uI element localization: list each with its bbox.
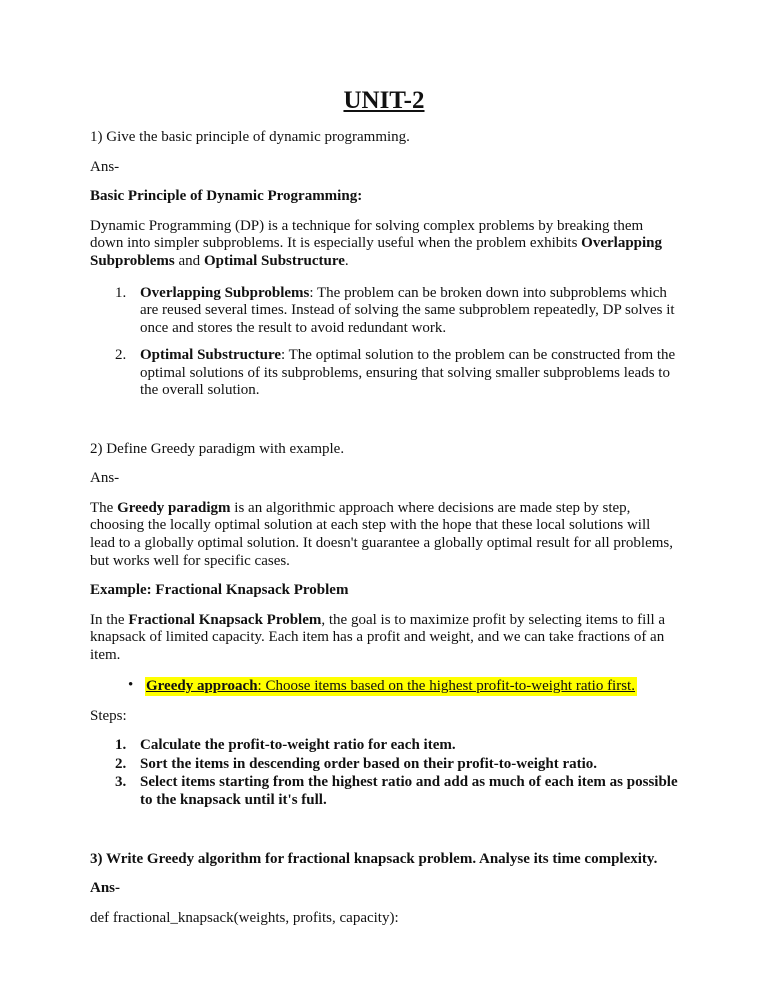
step-text: Select items starting from the highest ratio and add as much of each item as possible to the knapsack until it's full. bbox=[140, 774, 678, 809]
bullet-icon: • bbox=[128, 677, 134, 694]
list-term: Overlapping Subproblems bbox=[140, 284, 310, 301]
q2-para-post: is an algorithmic approach where decisions are made step by step, choosing the locally optimal solution at each step with the hope that these local solutions will lead to a globally optimal solution. It doesn't guarantee a globally optimal result for all problems, but works well for specific cases. bbox=[90, 499, 673, 569]
question-3: 3) Write Greedy algorithm for fractional knapsack problem. Analyse its time complexity. bbox=[90, 850, 658, 867]
step-item bbox=[90, 774, 678, 809]
q1-intro-bold-2: Optimal Substructure bbox=[203, 252, 345, 269]
q3-code-line: def fractional_knapsack(weights, profits, capacity): bbox=[90, 909, 399, 926]
highlighted-bullet-item bbox=[90, 678, 678, 696]
steps-list bbox=[90, 737, 678, 809]
step-text: Sort the items in descending order based on their profit-to-weight ratio. bbox=[140, 755, 598, 772]
list-item bbox=[90, 285, 678, 338]
step-item bbox=[90, 756, 678, 774]
question-2: 2) Define Greedy paradigm with example. bbox=[90, 440, 345, 457]
highlight-rest: : Choose items based on the highest profit-to-weight ratio first. bbox=[257, 678, 635, 695]
question-1: 1) Give the basic principle of dynamic programming. bbox=[90, 129, 410, 146]
q2-example-paragraph bbox=[90, 612, 678, 665]
q2-paragraph bbox=[90, 500, 678, 570]
q2-example-pre: In the bbox=[90, 611, 129, 628]
highlight-term: Greedy approach bbox=[146, 678, 258, 695]
step-number: 1. bbox=[115, 737, 127, 754]
q2-example-heading: Example: Fractional Knapsack Problem bbox=[90, 582, 349, 599]
q1-intro-mid: and bbox=[174, 252, 204, 269]
q2-para-bold: Greedy paradigm bbox=[117, 499, 231, 516]
steps-label: Steps: bbox=[90, 707, 127, 724]
q2-bullet-list bbox=[90, 678, 678, 696]
q2-example-post: , the goal is to maximize profit by selecting items to fill a knapsack of limited capacity. Each item has a profit and weight, and we can take fractions of an item. bbox=[90, 611, 666, 663]
q1-numbered-list bbox=[90, 285, 678, 400]
highlighted-text bbox=[145, 677, 637, 696]
page-title: UNIT-2 bbox=[343, 87, 425, 114]
q2-para-pre: The bbox=[90, 499, 118, 516]
step-number: 2. bbox=[115, 755, 127, 772]
step-number: 3. bbox=[115, 774, 127, 791]
q1-intro-paragraph bbox=[90, 218, 678, 271]
q1-intro-end: . bbox=[344, 252, 349, 269]
step-item bbox=[90, 737, 678, 755]
q1-intro-text: Dynamic Programming (DP) is a technique for solving complex problems by breaking them down into simpler subproblems. It is especially useful when the problem exhibits bbox=[90, 217, 644, 252]
answer-label-3: Ans- bbox=[90, 880, 121, 897]
step-text: Calculate the profit-to-weight ratio for each item. bbox=[140, 737, 456, 754]
answer-label-1: Ans- bbox=[90, 158, 120, 175]
blank-line bbox=[90, 822, 678, 851]
list-text: : The problem can be broken down into subproblems which are reused several times. Instead of solving the same subproblem repeatedly, DP solves it once and stores the result to avoid redundant work. bbox=[140, 284, 675, 336]
blank-line bbox=[90, 412, 678, 441]
list-item bbox=[90, 347, 678, 400]
q1-heading: Basic Principle of Dynamic Programming: bbox=[90, 188, 363, 205]
answer-label-2: Ans- bbox=[90, 470, 120, 487]
list-number: 2. bbox=[115, 347, 127, 364]
list-number: 1. bbox=[115, 284, 127, 301]
list-term: Optimal Substructure bbox=[140, 347, 281, 364]
list-text: : The optimal solution to the problem can be constructed from the optimal solutions of its subproblems, ensuring that solving smaller subproblems leads to the overall solution. bbox=[140, 347, 676, 399]
q1-intro-bold-1: Overlapping Subproblems bbox=[90, 235, 663, 269]
q2-example-bold: Fractional Knapsack Problem bbox=[128, 611, 322, 628]
